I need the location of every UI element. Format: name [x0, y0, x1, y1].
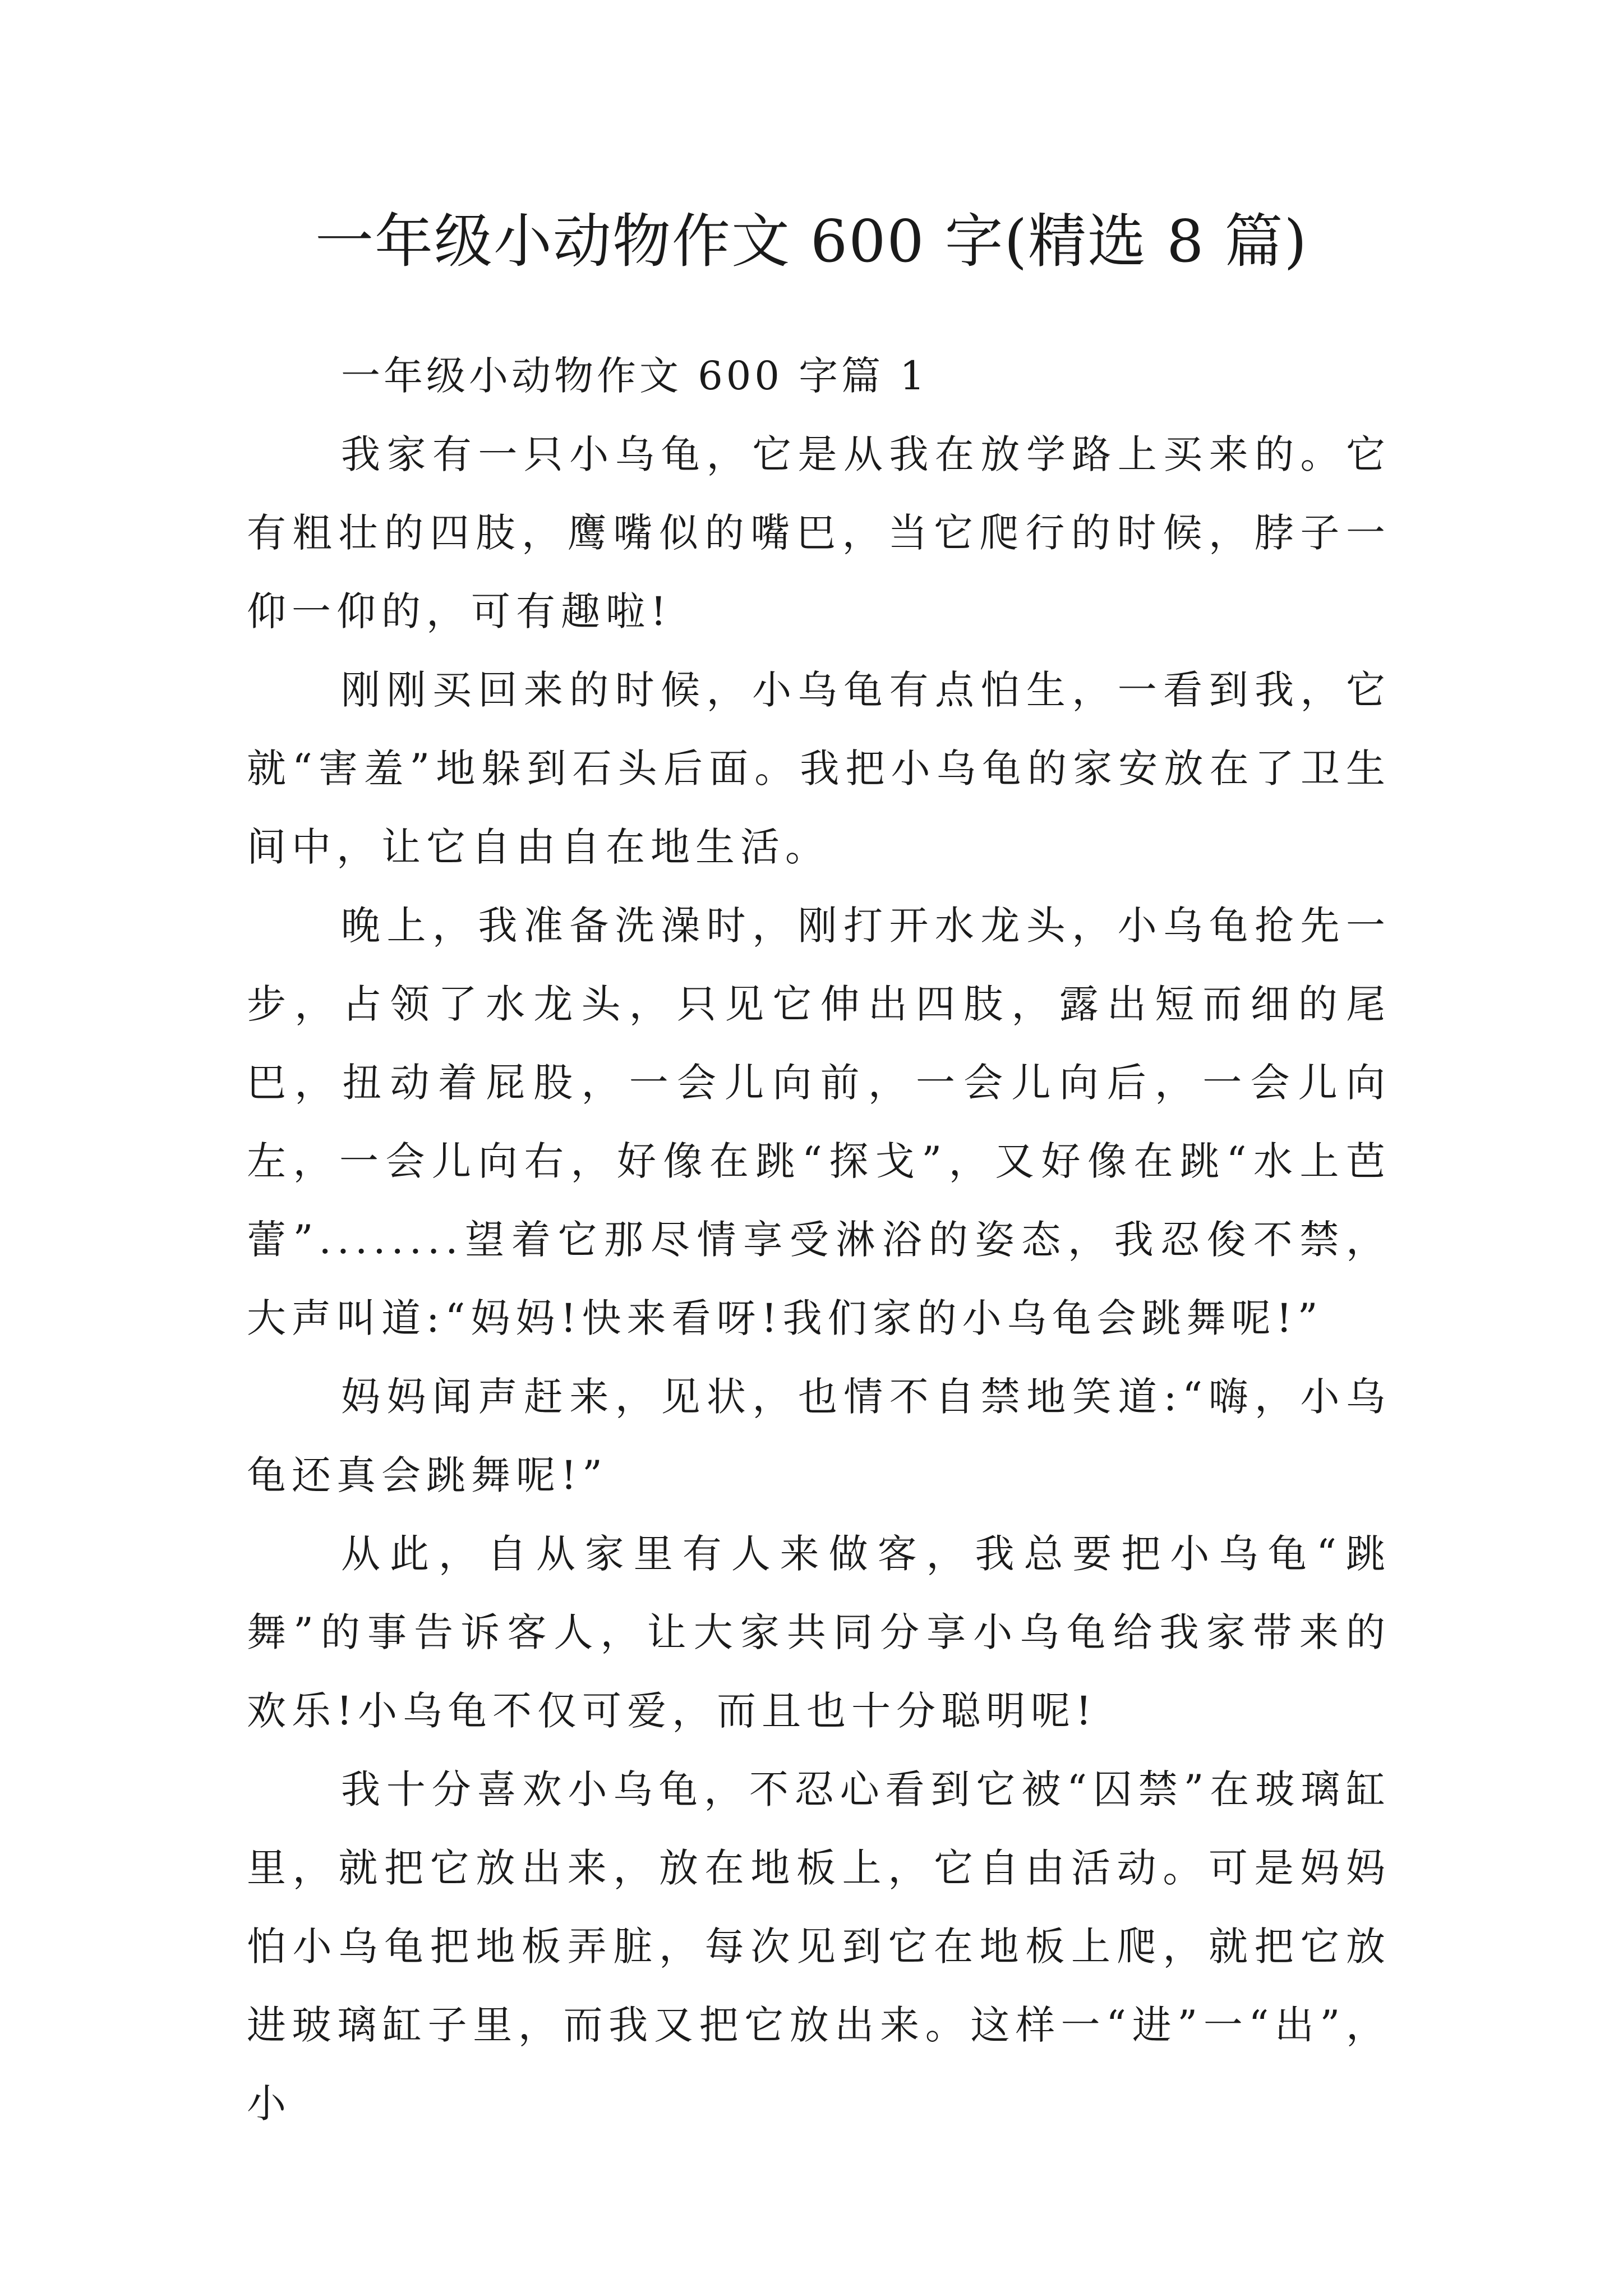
paragraph-4: 妈妈闻声赶来，见状，也情不自禁地笑道:“嗨，小乌龟还真会跳舞呢!” — [247, 1374, 1391, 1498]
paragraph-5: 从此，自从家里有人来做客，我总要把小乌龟“跳舞”的事告诉客人，让大家共同分享小乌龟给我家带来的欢乐!小乌龟不仅可爱，而且也十分聪明呢! — [247, 1531, 1391, 1734]
document-title: 一年级小动物作文 600 字(精选 8 篇) — [315, 207, 1308, 275]
paragraph-3: 晚上，我准备洗澡时，刚打开水龙头，小乌龟抢先一步，占领了水龙头，只见它伸出四肢，露出短而细的尾巴，扭动着屁股，一会儿向前，一会儿向后，一会儿向左，一会儿向右，好像在跳“探戈”，又好像在跳“水上芭蕾”........望着它那尽情享受淋浴的姿态，我忍俊不禁，大声叫道:“妈妈!快来看呀!我们家的小乌龟会跳舞呢!” — [247, 903, 1391, 1341]
paragraph-1: 我家有一只小乌龟，它是从我在放学路上买来的。它有粗壮的四肢，鹰嘴似的嘴巴，当它爬行的时候，脖子一仰一仰的，可有趣啦! — [247, 431, 1391, 634]
document-body — [247, 337, 1391, 2143]
paragraph-2: 刚刚买回来的时候，小乌龟有点怕生，一看到我，它就“害羞”地躲到石头后面。我把小乌龟的家安放在了卫生间中，让它自由自在地生活。 — [247, 667, 1391, 870]
paragraph-6: 我十分喜欢小乌龟，不忍心看到它被“囚禁”在玻璃缸里，就把它放出来，放在地板上，它自由活动。可是妈妈怕小乌龟把地板弄脏，每次见到它在地板上爬，就把它放进玻璃缸子里，而我又把它放出来。这样一“进”一“出”，小 — [247, 1766, 1391, 2127]
section-heading: 一年级小动物作文 600 字篇 1 — [341, 353, 928, 399]
